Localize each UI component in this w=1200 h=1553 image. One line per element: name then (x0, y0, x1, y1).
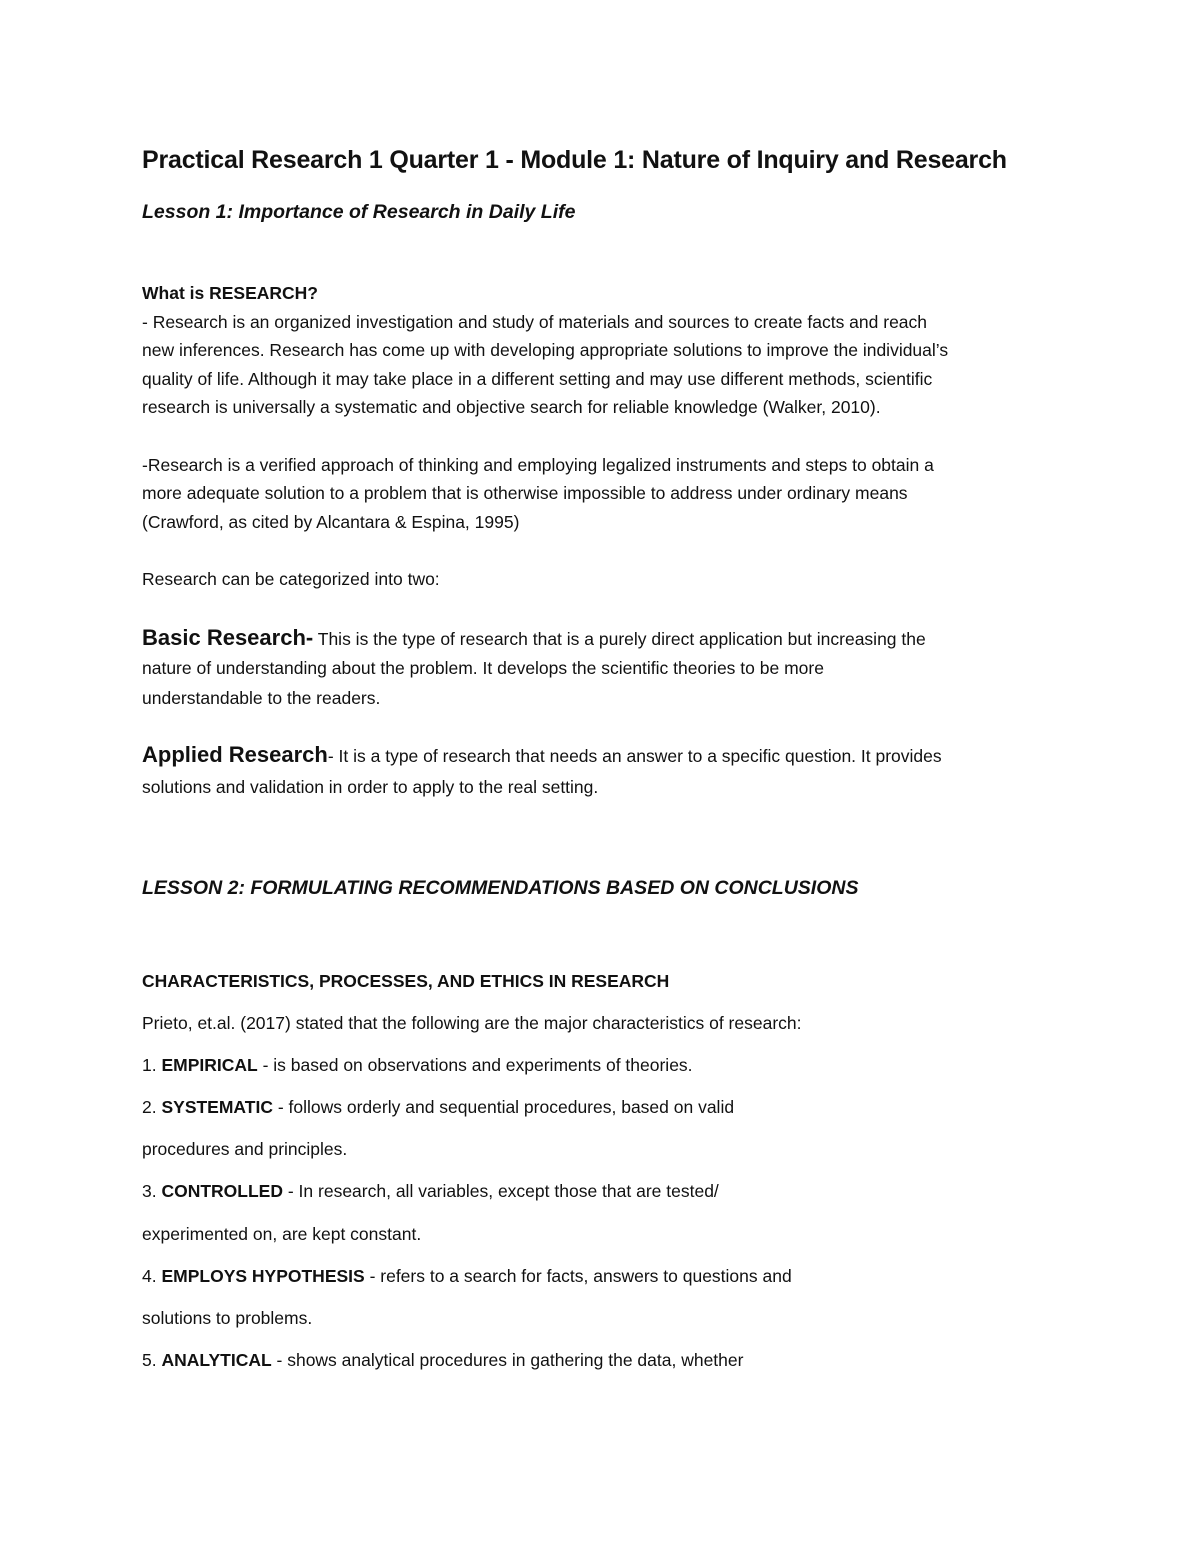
list-item-term: CONTROLLED (161, 1181, 283, 1202)
lesson-2-heading: LESSON 2: FORMULATING RECOMMENDATIONS BASED ON CONCLUSIONS (142, 877, 859, 899)
paragraph-line: research is universally a systematic and objective search for reliable knowledge (Walker, 2010). (142, 397, 881, 417)
list-item (142, 1086, 1062, 1128)
list-item-text: - In research, all variables, except those that are tested/ (283, 1181, 719, 1202)
list-item-term: ANALYTICAL (161, 1350, 272, 1371)
document-title: Practical Research 1 Quarter 1 - Module 1: Nature of Inquiry and Research (142, 146, 1007, 174)
list-item (142, 1255, 1062, 1297)
list-item-continuation: solutions to problems. (142, 1307, 313, 1328)
list-item-continuation: experimented on, are kept constant. (142, 1223, 422, 1244)
paragraph-line (142, 739, 1062, 772)
applied-research-text: - It is a type of research that needs an answer to a specific question. It provides (327, 746, 942, 766)
applied-research-term: Applied Research (142, 742, 328, 767)
list-item (142, 1339, 1062, 1381)
list-item-term: SYSTEMATIC (161, 1096, 273, 1117)
list-item-number: 2. (142, 1096, 162, 1117)
paragraph-line (142, 623, 1062, 655)
list-item-text: - is based on observations and experiments of theories. (257, 1054, 693, 1075)
characteristics-list (142, 1002, 1062, 1382)
characteristics-intro: Prieto, et.al. (2017) stated that the following are the major characteristics of research: (142, 1012, 802, 1033)
list-item-text: - follows orderly and sequential procedures, based on valid (272, 1096, 735, 1117)
characteristics-section-title: CHARACTERISTICS, PROCESSES, AND ETHICS IN RESEARCH (142, 971, 670, 991)
list-item-number: 5. (142, 1350, 162, 1371)
question-heading: What is RESEARCH? (142, 283, 318, 303)
list-item-text: - shows analytical procedures in gathering the data, whether (271, 1350, 744, 1371)
list-item (142, 1044, 1062, 1086)
categorized-line: Research can be categorized into two: (142, 569, 440, 589)
basic-research-term: Basic Research- (142, 624, 314, 650)
paragraph-line: (Crawford, as cited by Alcantara & Espina, 1995) (142, 511, 520, 532)
lesson-1-heading: Lesson 1: Importance of Research in Daily Life (142, 201, 576, 223)
list-item-number: 3. (142, 1181, 162, 1202)
paragraph-line: nature of understanding about the problem. It develops the scientific theories to be more (142, 658, 824, 678)
list-item-term: EMPIRICAL (161, 1054, 258, 1075)
document-content (142, 140, 1062, 1381)
paragraph-line: quality of life. Although it may take place in a different setting and may use different methods, scientific (142, 368, 933, 389)
basic-research-paragraph (142, 623, 1062, 714)
list-item-continuation: procedures and principles. (142, 1139, 348, 1160)
applied-research-paragraph (142, 739, 1062, 803)
paragraph-line: -Research is a verified approach of thinking and employing legalized instruments and steps to obtain a (142, 454, 934, 475)
paragraph-line: more adequate solution to a problem that is otherwise impossible to address under ordinary means (142, 483, 908, 503)
list-item-number: 4. (142, 1265, 162, 1286)
basic-research-text: This is the type of research that is a purely direct application but increasing the (313, 628, 926, 649)
list-item-text: - refers to a search for facts, answers to questions and (364, 1265, 792, 1286)
paragraph-line: solutions and validation in order to apply to the real setting. (142, 777, 599, 797)
list-item-term: EMPLOYS HYPOTHESIS (161, 1265, 365, 1286)
research-definition-paragraph-2 (142, 451, 1062, 537)
paragraph-line: new inferences. Research has come up with developing appropriate solutions to improve the individual’s (142, 340, 949, 360)
paragraph-line: - Research is an organized investigation and study of materials and sources to create facts and reach (142, 311, 928, 332)
research-definition-paragraph-1 (142, 308, 1062, 422)
list-item-number: 1. (142, 1054, 162, 1075)
list-item (142, 1170, 1062, 1212)
paragraph-line: understandable to the readers. (142, 687, 381, 708)
